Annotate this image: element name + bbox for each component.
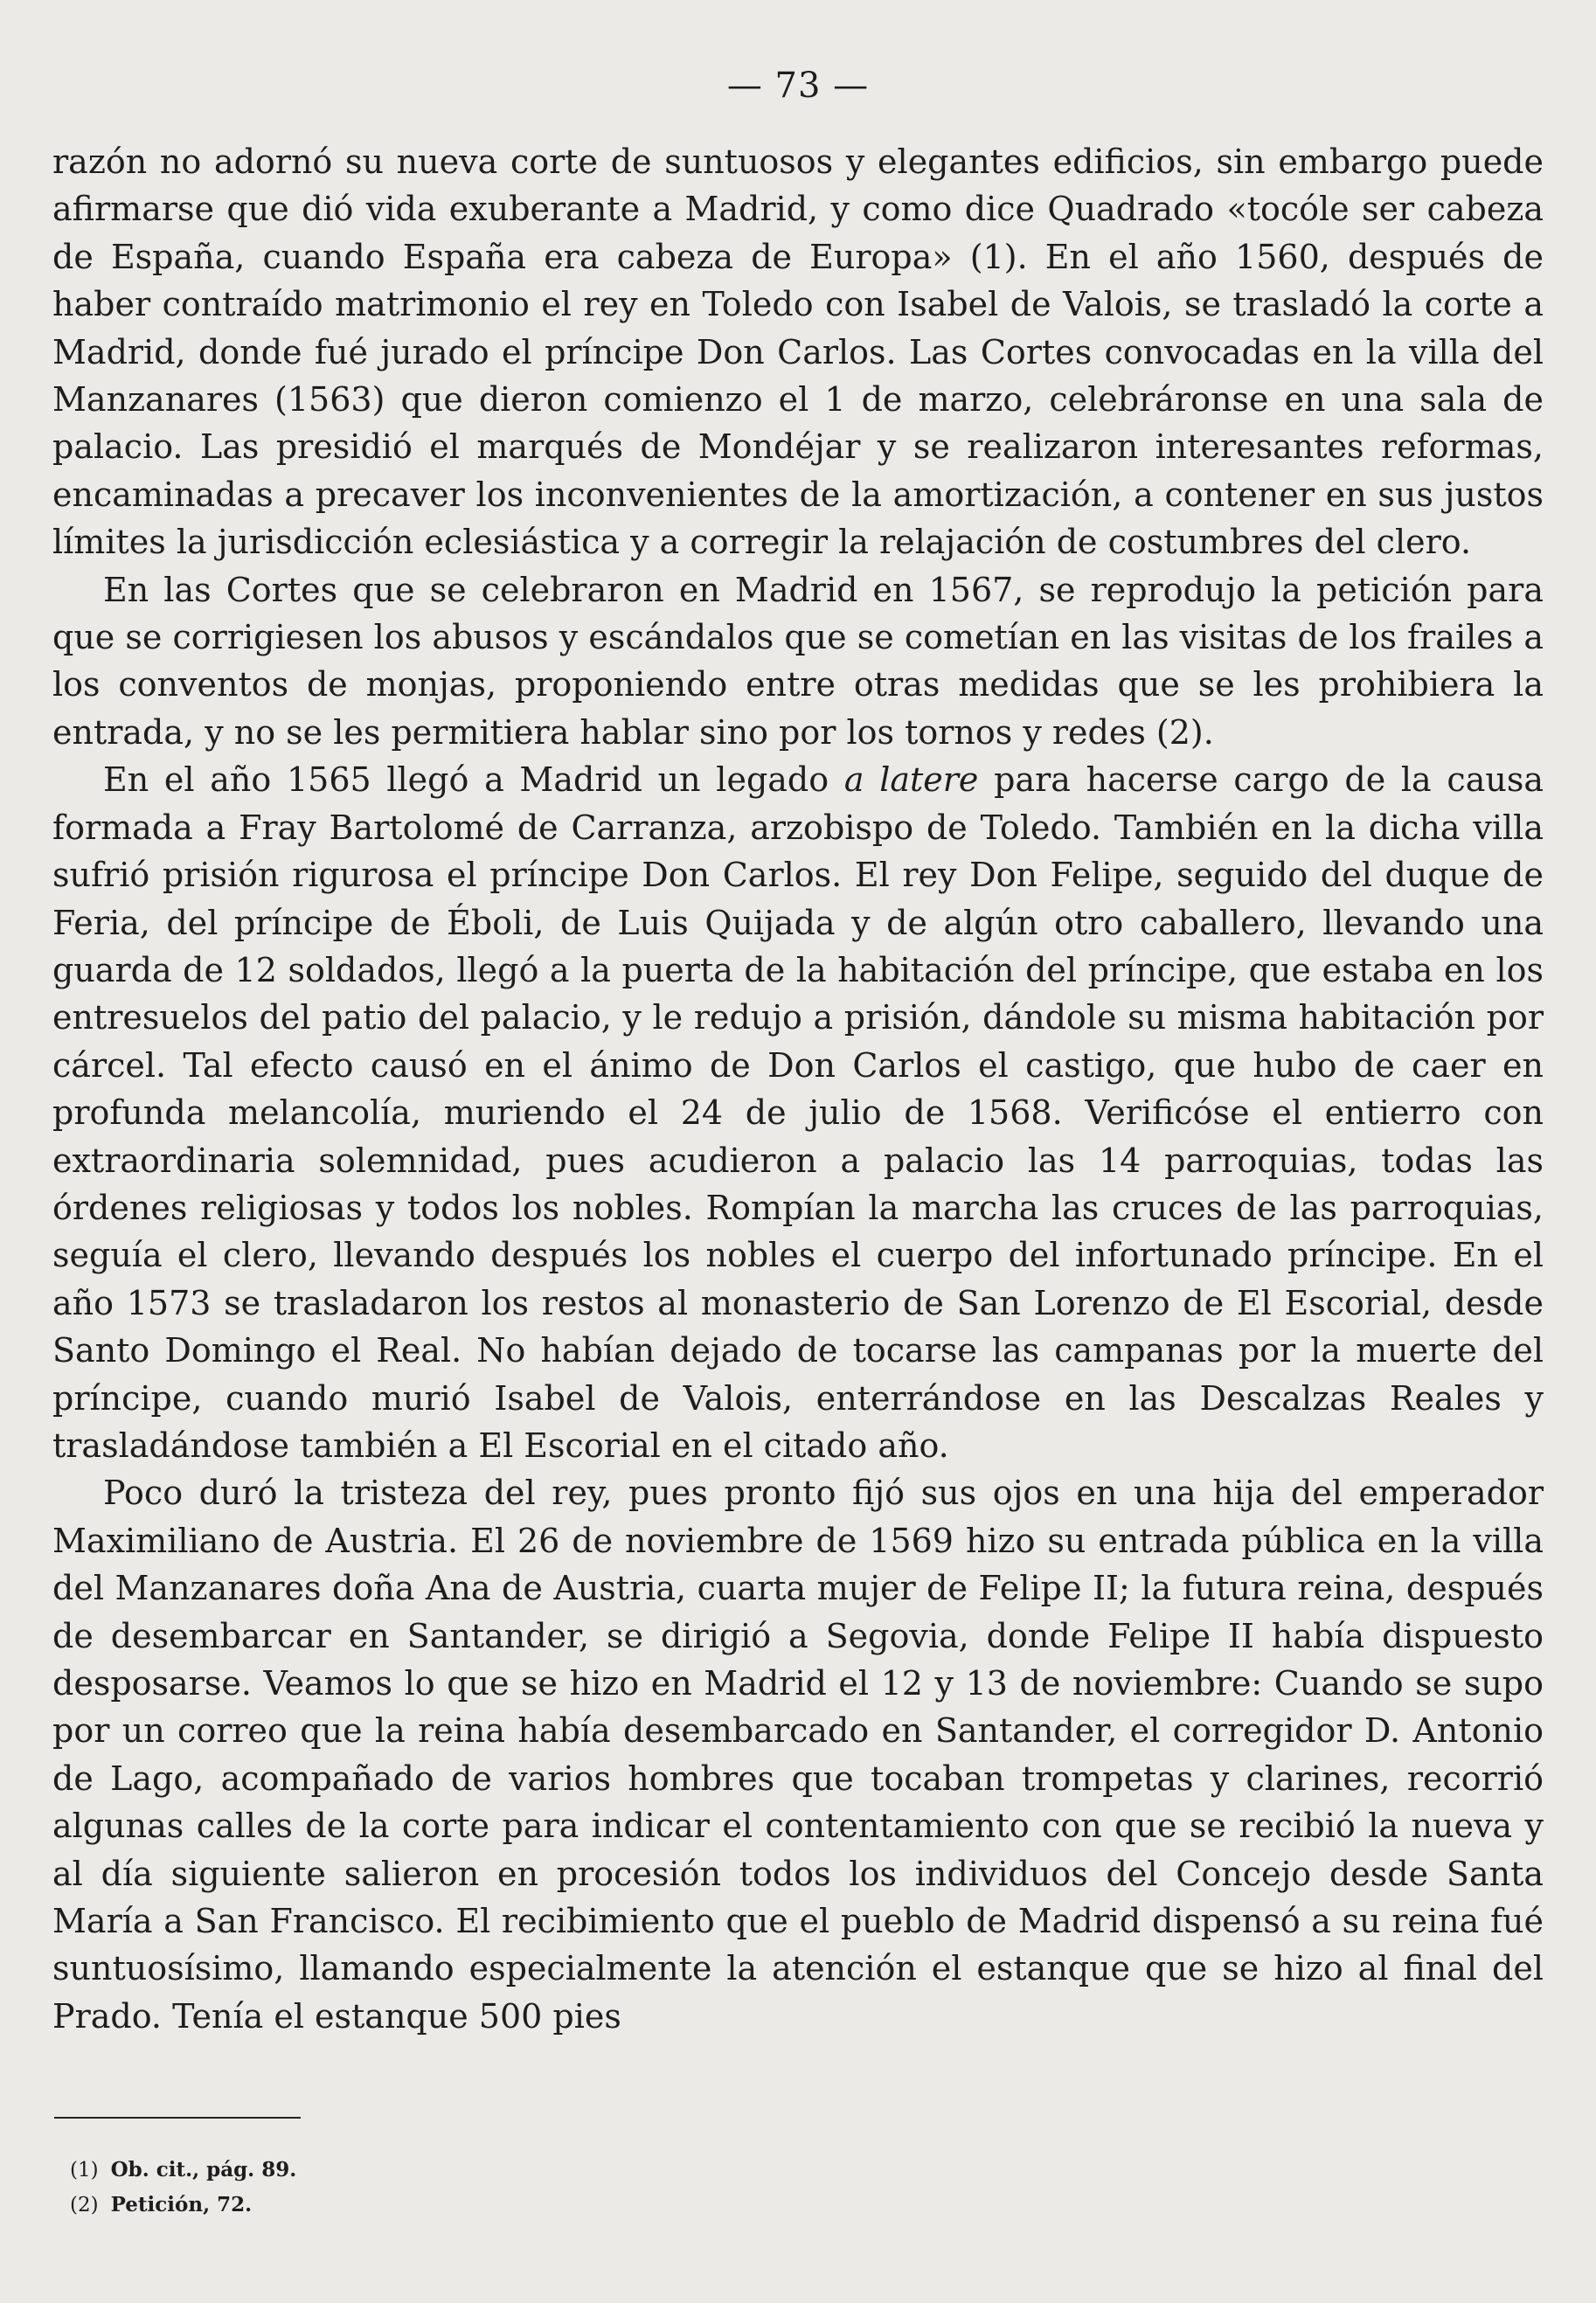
- footnotes: [70, 2153, 296, 2223]
- italic-phrase: a latere: [843, 760, 979, 800]
- footnote-2: [70, 2188, 296, 2223]
- paragraph-2: En las Cortes que se celebraron en Madrid en 1567, se reprodujo la petición para que se corrigiesen los abusos y escándalos que se cometían en las visitas de los frailes a los conventos de monjas, proponiendo entre otras medidas que se les prohibiera la entrada, y no se les permitiera hablar sino por los tornos y redes (2).: [52, 570, 1544, 752]
- paragraph-3: [52, 756, 1544, 1469]
- footnote-2-mark: (2): [70, 2194, 99, 2216]
- footnote-1-mark: (1): [70, 2159, 99, 2182]
- paragraph-3-text-after: para hacerse cargo de la causa formada a Fray Bartolomé de Carranza, arzobispo de Toledo. También en la dicha villa sufrió prisión rigurosa el príncipe Don Carlos. El rey Don Felipe, seguido del duque de Feria, del príncipe de Éboli, de Luis Quijada y de algún otro caballero, llevando una guarda de 12 soldados, llegó a la puerta de la habitación del príncipe, que estaba en los entresuelos del patio del palacio, y le redujo a prisión, dándole su misma habitación por cárcel. Tal efecto causó en el ánimo de Don Carlos el castigo, que hubo de caer en profunda melancolía, muriendo el 24 de julio de 1568. Verificóse el entierro con extraordinaria solemnidad, pues acudieron a palacio las 14 parroquias, todas las órdenes religiosas y todos los nobles. Rompían la marcha las cruces de las parroquias, seguía el clero, llevando después los nobles el cuerpo del infortunado príncipe. En el año 1573 se trasladaron los restos al monasterio de San Lorenzo de El Escorial, desde Santo Domingo el Real. No habían dejado de tocarse las campanas por la muerte del príncipe, cuando murió Isabel de Valois, enterrándose en las Descalzas Reales y trasladándose también a El Escorial en el citado año.: [52, 760, 1544, 1465]
- body-text: [52, 138, 1544, 2040]
- footnote-divider: [54, 2117, 301, 2119]
- page-number: — 73 —: [726, 66, 870, 106]
- paragraph-3-text-before: En el año 1565 llegó a Madrid un legado: [103, 760, 844, 800]
- footnote-1: [70, 2153, 296, 2188]
- footnote-1-text: Ob. cit., pág. 89.: [110, 2158, 297, 2182]
- footnote-2-text: Petición, 72.: [110, 2193, 253, 2216]
- paragraph-4: Poco duró la tristeza del rey, pues pronto fijó sus ojos en una hija del emperador Maximiliano de Austria. El 26 de noviembre de 1569 hizo su entrada pública en la villa del Manzanares doña Ana de Austria, cuarta mujer de Felipe II; la futura reina, después de desembarcar en Santander, se dirigió a Segovia, donde Felipe II había dispuesto desposarse. Veamos lo que se hizo en Madrid el 12 y 13 de noviembre: Cuando se supo por un correo que la reina había desembarcado en Santander, el corregidor D. Antonio de Lago, acompañado de varios hombres que tocaban trompetas y clarines, recorrió algunas calles de la corte para indicar el contentamiento con que se recibió la nueva y al día siguiente salieron en procesión todos los individuos del Concejo desde Santa María a San Francisco. El recibimiento que el pueblo de Madrid dispensó a su reina fué suntuosísimo, llamando especialmente la atención el estanque que se hizo al final del Prado. Tenía el estanque 500 pies: [52, 1474, 1544, 2036]
- paragraph-1: razón no adornó su nueva corte de suntuosos y elegantes edificios, sin embargo puede afirmarse que dió vida exuberante a Madrid, y como dice Quadrado «tocóle ser cabeza de España, cuando España era cabeza de Europa» (1). En el año 1560, después de haber contraído matrimonio el rey en Toledo con Isabel de Valois, se trasladó la corte a Madrid, donde fué jurado el príncipe Don Carlos. Las Cortes convocadas en la villa del Manzanares (1563) que dieron comienzo el 1 de marzo, celebráronse en una sala de palacio. Las presidió el marqués de Mondéjar y se realizaron interesantes reformas, encaminadas a precaver los inconvenientes de la amortización, a contener en sus justos límites la jurisdicción eclesiástica y a corregir la relajación de costumbres del clero.: [52, 142, 1544, 562]
